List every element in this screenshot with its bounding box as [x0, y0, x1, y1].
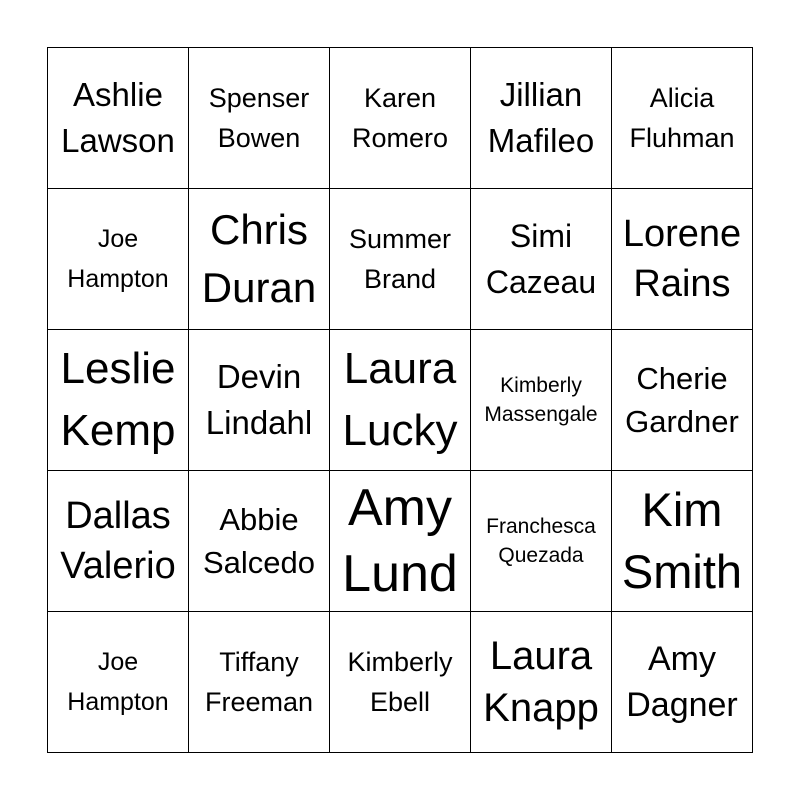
- cell-name: Laura Knapp: [483, 634, 599, 730]
- cell-name: Kimberly Ebell: [347, 647, 453, 717]
- cell-name: Chris Duran: [201, 206, 317, 311]
- bingo-cell[interactable]: [48, 189, 189, 330]
- bingo-cell[interactable]: [48, 48, 189, 189]
- bingo-cell[interactable]: [612, 189, 753, 330]
- bingo-cell[interactable]: [471, 189, 612, 330]
- cell-name: Franchesca Quezada: [486, 515, 596, 567]
- bingo-cell[interactable]: [189, 612, 330, 753]
- bingo-cell[interactable]: [189, 48, 330, 189]
- cell-name: Laura Lucky: [342, 344, 458, 455]
- bingo-cell[interactable]: [612, 612, 753, 753]
- bingo-cell[interactable]: [330, 612, 471, 753]
- bingo-cell[interactable]: [471, 330, 612, 471]
- bingo-cell[interactable]: [189, 471, 330, 612]
- cell-name: Spenser Bowen: [208, 83, 310, 153]
- cell-name: Simi Cazeau: [485, 218, 597, 300]
- cell-name: Ashlie Lawson: [61, 76, 175, 159]
- bingo-card: [47, 47, 753, 753]
- cell-name: Amy Lund: [342, 479, 458, 603]
- bingo-cell[interactable]: [48, 612, 189, 753]
- cell-name: Joe Hampton: [67, 225, 169, 293]
- cell-name: Joe Hampton: [67, 648, 169, 716]
- cell-name: Kimberly Massengale: [484, 374, 598, 426]
- bingo-cell[interactable]: [471, 471, 612, 612]
- cell-name: Summer Brand: [348, 224, 451, 294]
- bingo-cell[interactable]: [612, 48, 753, 189]
- bingo-cell[interactable]: [612, 471, 753, 612]
- bingo-cell[interactable]: [189, 330, 330, 471]
- cell-name: Amy Dagner: [626, 640, 738, 724]
- cell-name: Cherie Gardner: [625, 361, 739, 439]
- bingo-cell[interactable]: [330, 330, 471, 471]
- cell-name: Jillian Mafileo: [487, 76, 595, 159]
- cell-name: Lorene Rains: [622, 213, 742, 305]
- bingo-cell[interactable]: [189, 189, 330, 330]
- bingo-cell[interactable]: [48, 330, 189, 471]
- bingo-cell[interactable]: [612, 330, 753, 471]
- bingo-cell[interactable]: [330, 189, 471, 330]
- cell-name: Leslie Kemp: [60, 344, 176, 455]
- cell-name: Alicia Fluhman: [629, 83, 735, 153]
- cell-name: Devin Lindahl: [205, 358, 313, 441]
- bingo-cell[interactable]: [471, 612, 612, 753]
- cell-name: Karen Romero: [351, 83, 449, 153]
- cell-name: Tiffany Freeman: [204, 647, 314, 717]
- cell-name: Abbie Salcedo: [202, 502, 316, 580]
- bingo-cell[interactable]: [471, 48, 612, 189]
- cell-name: Dallas Valerio: [60, 495, 176, 587]
- bingo-cell[interactable]: [330, 471, 471, 612]
- cell-name: Kim Smith: [621, 483, 743, 598]
- bingo-cell[interactable]: [330, 48, 471, 189]
- bingo-cell[interactable]: [48, 471, 189, 612]
